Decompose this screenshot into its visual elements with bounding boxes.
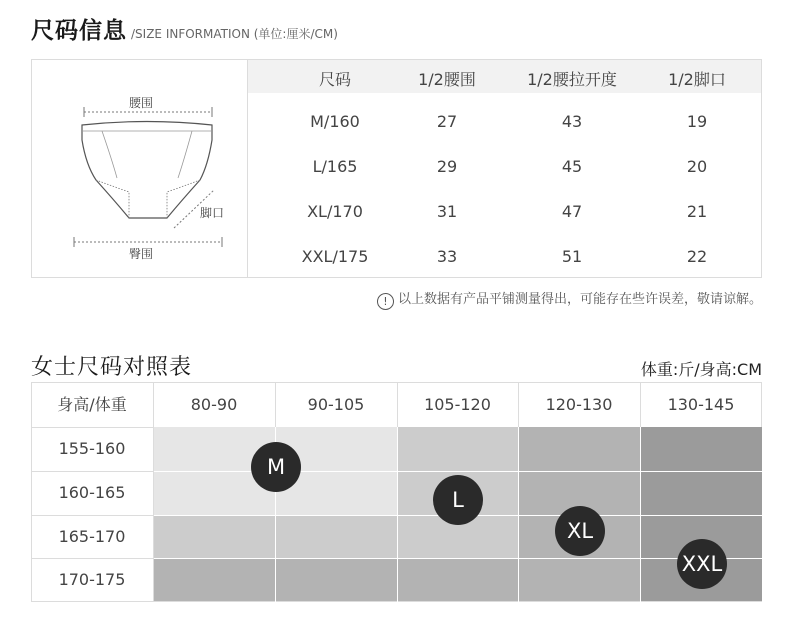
note-text: 以上数据有产品平铺测量得出，可能存在些许误差，敬请谅解。: [397, 292, 762, 307]
size-table-cell: 20: [686, 157, 708, 176]
height-row-label: 155-160: [58, 439, 126, 458]
size-table-cell: 29: [436, 157, 458, 176]
grid-divider: [397, 427, 398, 602]
height-row-label: 165-170: [58, 527, 126, 546]
size-table-cell: 51: [561, 247, 583, 266]
size-table-cell: 43: [561, 112, 583, 131]
grid-cell: [518, 558, 640, 602]
size-table-cell: 33: [436, 247, 458, 266]
weight-column-label: 80-90: [190, 395, 238, 414]
size-badge: XXL: [677, 539, 727, 589]
size-table-cell: 22: [686, 247, 708, 266]
size-badge: XL: [555, 506, 605, 556]
grid-cell: [397, 427, 518, 471]
size-table-cell: M/160: [310, 112, 360, 131]
page-heading: [31, 12, 338, 45]
height-row-label: 160-165: [58, 483, 126, 502]
grid-cell: [397, 558, 518, 602]
size-table-cell: 19: [686, 112, 708, 131]
size-table-cell: 31: [436, 202, 458, 221]
grid-cell: [640, 471, 762, 515]
size-column-header: 1/2腰围: [418, 70, 476, 89]
size-table-cell: 45: [561, 157, 583, 176]
size-table-cell: XXL/175: [301, 247, 369, 266]
size-table-cell: 27: [436, 112, 458, 131]
chart-unit: 体重:斤/身高:CM: [640, 360, 762, 379]
grid-cell: [518, 427, 640, 471]
size-column-header: 尺码: [318, 70, 351, 89]
size-badge: L: [433, 475, 483, 525]
measurement-note: [377, 288, 762, 310]
size-table-cell: XL/170: [307, 202, 363, 221]
weight-column-label: 105-120: [424, 395, 491, 414]
leg-label: 脚口: [200, 206, 225, 220]
size-measurements: [248, 60, 761, 277]
grid-divider: [154, 558, 763, 559]
grid-corner-label: 身高/体重: [57, 395, 127, 414]
size-column-header: 1/2脚口: [668, 70, 726, 89]
heading-subtitle: /SIZE INFORMATION (单位:厘米/CM): [131, 27, 338, 41]
weight-column-label: 130-145: [667, 395, 735, 414]
grid-divider: [518, 427, 519, 602]
chart-title: 女士尺码对照表: [31, 355, 193, 380]
grid-cell: [153, 558, 275, 602]
exclamation-icon: !: [377, 293, 394, 310]
grid-cell: [275, 515, 397, 558]
grid-cell: [275, 558, 397, 602]
height-row-label: 170-175: [58, 570, 126, 589]
hip-label: 臀围: [129, 247, 154, 261]
grid-cell: [153, 515, 275, 558]
size-info-table: [31, 59, 762, 278]
size-badge: M: [251, 442, 301, 492]
size-table-cell: L/165: [312, 157, 358, 176]
grid-divider: [640, 427, 641, 602]
grid-cell: [640, 427, 762, 471]
waist-label: 腰围: [129, 96, 154, 110]
heading-title: 尺码信息: [31, 18, 127, 44]
weight-column-label: 90-105: [307, 395, 365, 414]
size-column-header: 1/2腰拉开度: [527, 70, 617, 89]
weight-column-label: 120-130: [545, 395, 613, 414]
size-table-cell: 21: [686, 202, 708, 221]
grid-divider: [154, 471, 763, 472]
size-comparison-grid: [31, 382, 762, 602]
briefs-illustration: [32, 60, 248, 277]
size-table-cell: 47: [561, 202, 583, 221]
